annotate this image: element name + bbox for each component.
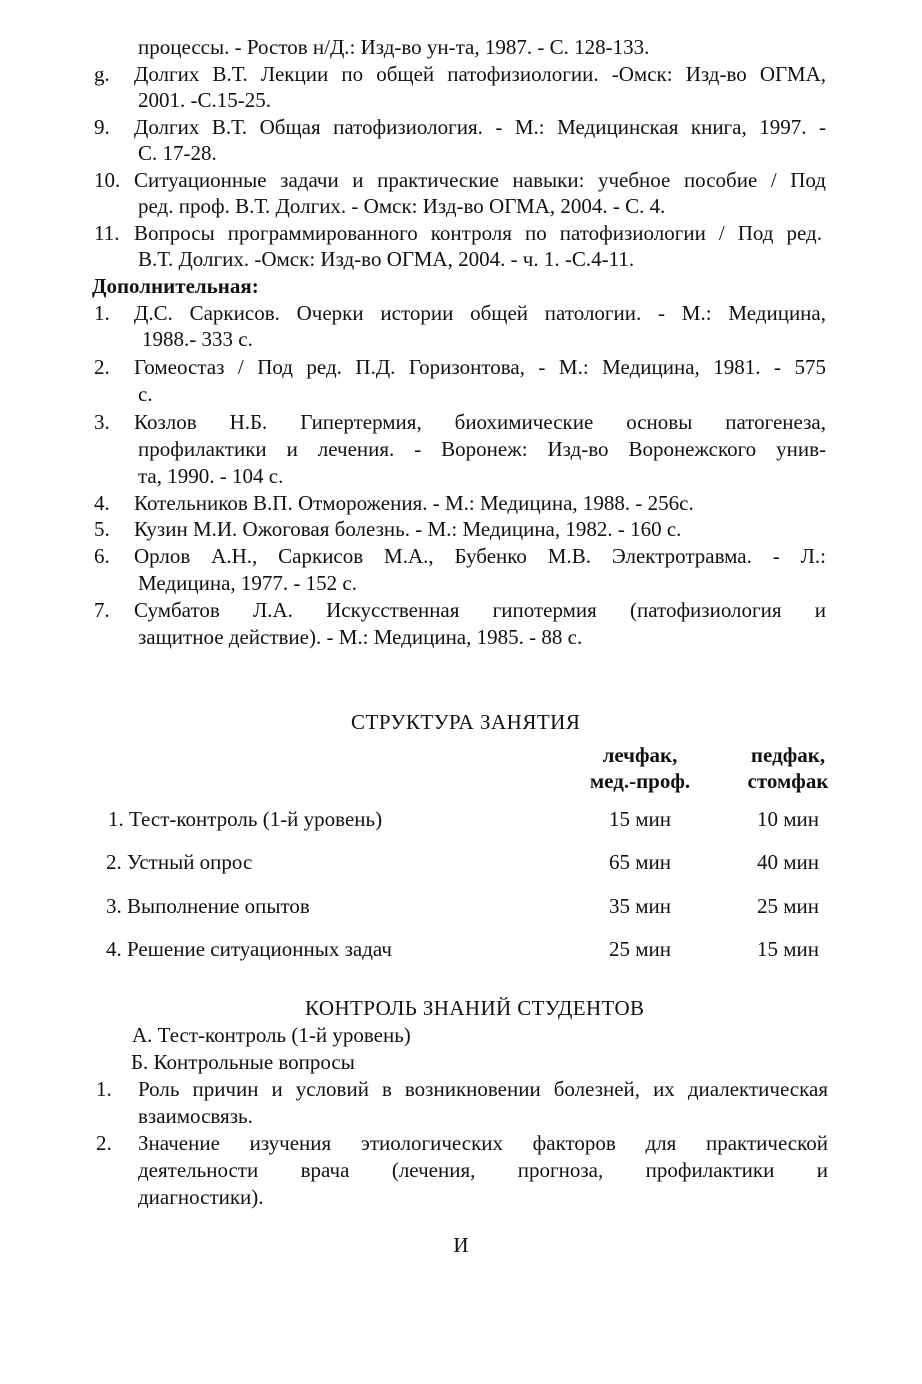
- structure-title: СТРУКТУРА ЗАНЯТИЯ: [351, 710, 581, 734]
- question-number: 1.: [96, 1077, 112, 1101]
- bib-item-number: 1.: [94, 301, 110, 325]
- question-text: Значение изучения этиологических факторов для практической: [138, 1131, 828, 1155]
- bib-item-number: 7.: [94, 598, 110, 622]
- bib-item-text: 1988.- 333 с.: [142, 327, 253, 351]
- bib-item-text: с.: [138, 382, 153, 406]
- bib-item-number: 11.: [94, 221, 120, 245]
- structure-row-label: 1. Тест-контроль (1-й уровень): [108, 807, 383, 831]
- structure-row-value: 15 мин: [756, 937, 819, 961]
- bib-item-text: Ситуационные задачи и практические навыки: учебное пособие / Под: [134, 168, 826, 192]
- bib-item-text: Долгих В.Т. Лекции по общей патофизиологии. -Омск: Изд-во ОГМА,: [134, 62, 826, 86]
- structure-row-label: 4. Решение ситуационных задач: [106, 937, 392, 961]
- section-heading-additional: Дополнительная:: [92, 274, 259, 298]
- structure-row-value: 40 мин: [756, 850, 819, 874]
- bib-item-number: 4.: [94, 491, 110, 515]
- question-text: диагностики).: [138, 1185, 264, 1209]
- bib-item-text: Кузин М.И. Ожоговая болезнь. - М.: Медицина, 1982. - 160 с.: [134, 517, 682, 541]
- question-text: деятельности врача (лечения, прогноза, профилактики и: [138, 1158, 828, 1182]
- bib-item-text: та, 1990. - 104 с.: [138, 464, 284, 488]
- bib-item-text: С. 17-28.: [138, 141, 217, 165]
- structure-row-label: 2. Устный опрос: [106, 850, 253, 874]
- column-header-lechfak: мед.-проф.: [589, 769, 691, 793]
- question-text: Роль причин и условий в возникновении болезней, их диалектическая: [138, 1077, 828, 1101]
- bib-item-number: 3.: [94, 410, 110, 434]
- bib-item-text: Котельников В.П. Отморожения. - М.: Медицина, 1988. - 256с.: [134, 491, 694, 515]
- bib-item-number: 6.: [94, 544, 110, 568]
- bib-item-number: 5.: [94, 517, 110, 541]
- bib-item-number: 9.: [94, 115, 110, 139]
- bib-item-number: g.: [94, 62, 110, 86]
- page-number: И: [453, 1233, 469, 1257]
- bib-item-text: профилактики и лечения. - Воронеж: Изд-во Воронежского унив-: [138, 437, 826, 461]
- bib-item-text: В.Т. Долгих. -Омск: Изд-во ОГМА, 2004. - ч. 1. -С.4-11.: [138, 247, 635, 271]
- bib-item-text: ред. проф. В.Т. Долгих. - Омск: Изд-во ОГМА, 2004. - С. 4.: [138, 194, 666, 218]
- column-header-pedfak: педфак,: [750, 743, 826, 767]
- question-text: взаимосвязь.: [138, 1104, 253, 1128]
- column-header-lechfak: лечфак,: [602, 743, 678, 767]
- bib-item-text: Орлов А.Н., Саркисов М.А., Бубенко М.В. Электротравма. - Л.:: [134, 544, 826, 568]
- structure-row-label: 3. Выполнение опытов: [106, 894, 310, 918]
- structure-row-value: 35 мин: [608, 894, 671, 918]
- structure-row-value: 65 мин: [608, 850, 671, 874]
- structure-row-value: 25 мин: [608, 937, 671, 961]
- bib-item-text: 2001. -С.15-25.: [138, 88, 271, 112]
- bib-item-text: Долгих В.Т. Общая патофизиология. - М.: Медицинская книга, 1997. -: [134, 115, 826, 139]
- bib-item-text: Гомеостаз / Под ред. П.Д. Горизонтова, - М.: Медицина, 1981. - 575: [134, 355, 826, 379]
- column-header-pedfak: стомфак: [747, 769, 829, 793]
- bib-item-text: Медицина, 1977. - 152 с.: [138, 571, 357, 595]
- bib-item-text: Вопросы программированного контроля по патофизиологии / Под ред.: [134, 221, 822, 245]
- control-item-b: Б. Контрольные вопросы: [131, 1050, 355, 1074]
- bib-item-text: защитное действие). - М.: Медицина, 1985. - 88 с.: [138, 625, 583, 649]
- bib-item-number: 10.: [94, 168, 121, 192]
- bib-item-text: Сумбатов Л.А. Искусственная гипотермия (патофизиология и: [134, 598, 826, 622]
- control-title: КОНТРОЛЬ ЗНАНИЙ СТУДЕНТОВ: [305, 996, 645, 1020]
- bib-item-text: Д.С. Саркисов. Очерки истории общей патологии. - М.: Медицина,: [134, 301, 826, 325]
- control-item-a: А. Тест-контроль (1-й уровень): [132, 1023, 411, 1047]
- structure-row-value: 15 мин: [608, 807, 671, 831]
- structure-row-value: 10 мин: [756, 807, 819, 831]
- question-number: 2.: [96, 1131, 112, 1155]
- bib-continuation-line: процессы. - Ростов н/Д.: Изд-во ун-та, 1987. - С. 128-133.: [138, 35, 650, 59]
- bib-item-text: Козлов Н.Б. Гипертермия, биохимические основы патогенеза,: [134, 410, 826, 434]
- bib-item-number: 2.: [94, 355, 110, 379]
- structure-row-value: 25 мин: [756, 894, 819, 918]
